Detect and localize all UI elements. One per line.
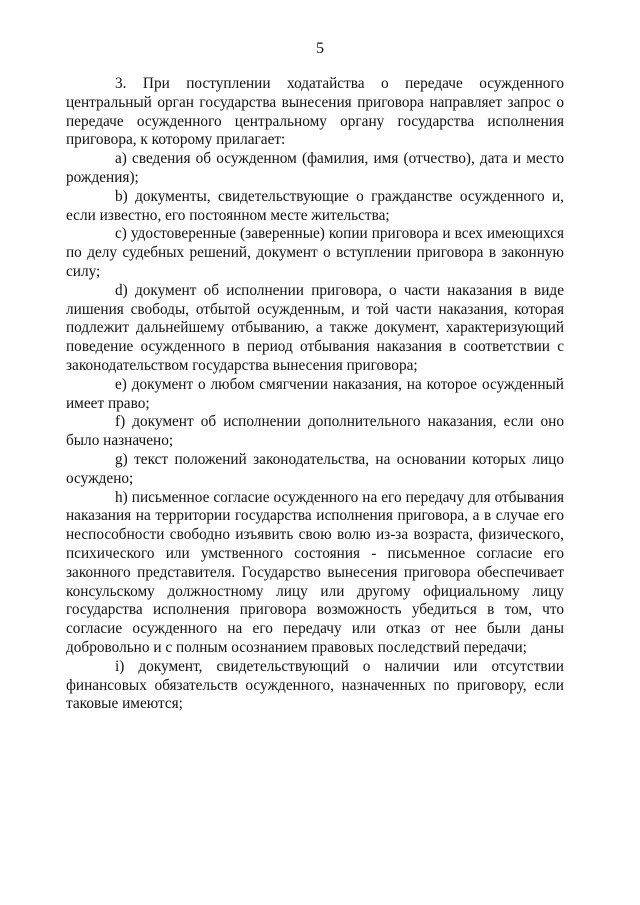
list-item-b: b) документы, свидетельствующие о гражданстве осужденного и, если известно, его постоянном месте жительства; [66,187,564,224]
list-item-d: d) документ об исполнении приговора, о части наказания в виде лишения свободы, отбытой осужденным, и той части наказания, которая подлежит дальнейшему отбыванию, а также документ, характеризующий поведение осужденного в период отбывания наказания в соответствии с законодательством государства вынесения приговора; [66,281,564,374]
list-item-c: c) удостоверенные (заверенные) копии приговора и всех имеющихся по делу судебных решений, документ о вступлении приговора в законную силу; [66,225,564,280]
list-item-e: e) документ о любом смягчении наказания, на которое осужденный имеет право; [66,375,564,412]
document-body [66,75,564,714]
list-item-a: a) сведения об осужденном (фамилия, имя (отчество), дата и место рождения); [66,150,564,186]
page-number: 5 [316,40,324,57]
list-item-f: f) документ об исполнении дополнительного наказания, если оно было назначено; [66,413,564,450]
paragraph-3-intro: 3. При поступлении ходатайства о передаче осужденного центральный орган государства вынесения приговора направляет запрос о передаче осужденного центральному органу государства исполнения приговора, к которому прилагает: [66,75,564,149]
list-item-h: h) письменное согласие осужденного на его передачу для отбывания наказания на территории государства исполнения приговора, а в случае его неспособности свободно изъявить свою волю из-за возраста, физического, психического или умственного состояния - письменное согласие его законного представителя. Государство вынесения приговора обеспечивает консульскому должностному лицу или другому официальному лицу государства исполнения приговора возможность убедиться в том, что согласие осужденного на его передачу или отказ от нее были даны добровольно и с полным осознанием правовых последствий передачи; [66,488,564,656]
list-item-i: i) документ, свидетельствующий о наличии или отсутствии финансовых обязательств осужденного, назначенных по приговору, если таковые имеются; [66,657,564,713]
list-item-g: g) текст положений законодательства, на основании которых лицо осуждено; [66,450,564,487]
